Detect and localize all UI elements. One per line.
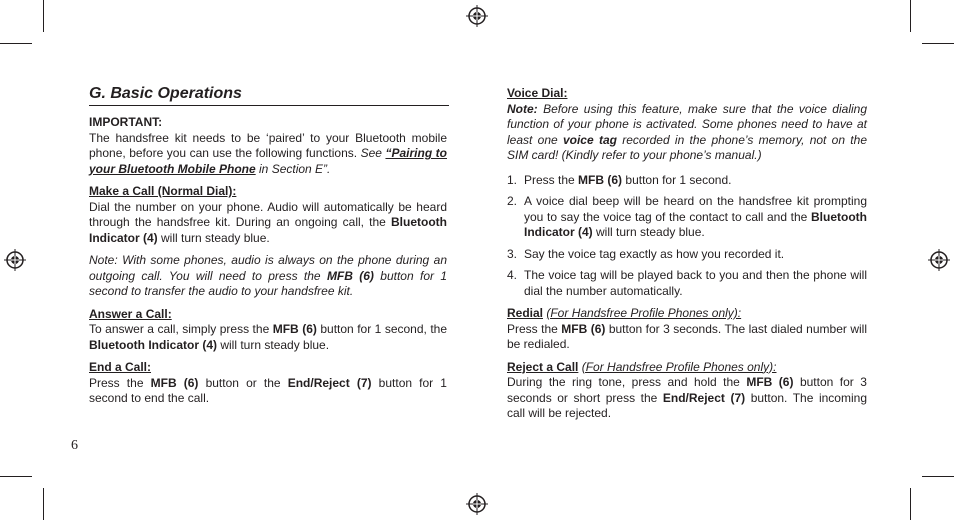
list-item: 1. Press the MFB (6) button for 1 second. [507, 172, 732, 187]
list-item: 4. The voice tag will be played back to you and then the phone will dial the number automatically. [507, 268, 867, 298]
answer-call-text: To answer a call, simply press the MFB (6) button for 1 second, the Bluetooth Indicator (4) will turn steady blue. [89, 322, 448, 352]
end-call-text: Press the MFB (6) button or the End/Reject (7) button for 1 second to end the call. [89, 375, 447, 405]
crop-mark [922, 476, 954, 477]
important-section [89, 115, 447, 177]
list-item: 2. A voice dial beep will be heard on the handsfree kit prompting you to say the voice tag of the contact to call and the Bluetooth Indicator (4) will turn steady blue. [507, 194, 867, 239]
crop-mark [0, 43, 32, 44]
answer-call-heading: Answer a Call: [89, 306, 172, 321]
crop-mark [910, 0, 911, 32]
answer-call-section [89, 307, 447, 354]
crop-mark [43, 488, 44, 520]
voice-dial-steps [507, 173, 867, 300]
page-number: 6 [71, 438, 78, 453]
redial-section [507, 306, 867, 353]
end-call-heading: End a Call: [89, 360, 152, 374]
reject-call-heading: Reject a Call (For Handsfree Profile Phones only): [507, 359, 777, 374]
important-heading: IMPORTANT: [89, 115, 163, 129]
redial-heading: Redial (For Handsfree Profile Phones only): [507, 306, 742, 320]
list-item: 3. Say the voice tag exactly as how you recorded it. [507, 246, 785, 261]
reject-call-text: During the ring tone, press and hold the MFB (6) button for 3 seconds or short press the End/Reject (7) button. The incoming call will be rejected. [507, 375, 867, 420]
registration-mark-icon [466, 5, 488, 27]
crop-mark [922, 43, 954, 44]
registration-mark-icon [928, 249, 950, 271]
crop-mark [43, 0, 44, 32]
voice-dial-section [507, 86, 867, 164]
note-paragraph: Note: With some phones, audio is always on the phone during an outgoing call. You will need to press the MFB (6) button for 1 second to transfer the audio to your handsfree kit. [89, 253, 447, 298]
make-call-heading: Make a Call (Normal Dial): [89, 184, 237, 198]
redial-text: Press the MFB (6) button for 3 seconds. The last dialed number will be redialed. [507, 321, 867, 351]
voice-dial-heading: Voice Dial: [507, 86, 568, 100]
crop-mark [0, 476, 32, 477]
pairing-reference: “Pairing to your Bluetooth Mobile Phone [89, 146, 447, 176]
crop-mark [910, 488, 911, 520]
left-column [89, 84, 447, 414]
important-text: The handsfree kit needs to be ‘paired’ to your Bluetooth mobile phone, before you can use the following functions. See “Pairing to your Bluetooth Mobile Phone in Section E”. [89, 130, 447, 176]
end-call-section [89, 360, 447, 407]
reject-call-section [507, 360, 867, 422]
registration-mark-icon [466, 493, 488, 515]
make-call-section [89, 184, 447, 246]
make-call-text: Dial the number on your phone. Audio will automatically be heard through the handsfree kit. During an ongoing call, the Bluetooth Indicator (4) will turn steady blue. [89, 199, 447, 245]
registration-mark-icon [4, 249, 26, 271]
section-title: G. Basic Operations [89, 84, 449, 106]
right-column [507, 86, 867, 429]
voice-dial-note: Note: Before using this feature, make sure that the voice dialing function of your phone is activated. Some phones need to have at least one voice tag recorded in the phone’s memory, not on the SIM card! (Kindly refer to your phone’s manual.) [507, 101, 867, 162]
